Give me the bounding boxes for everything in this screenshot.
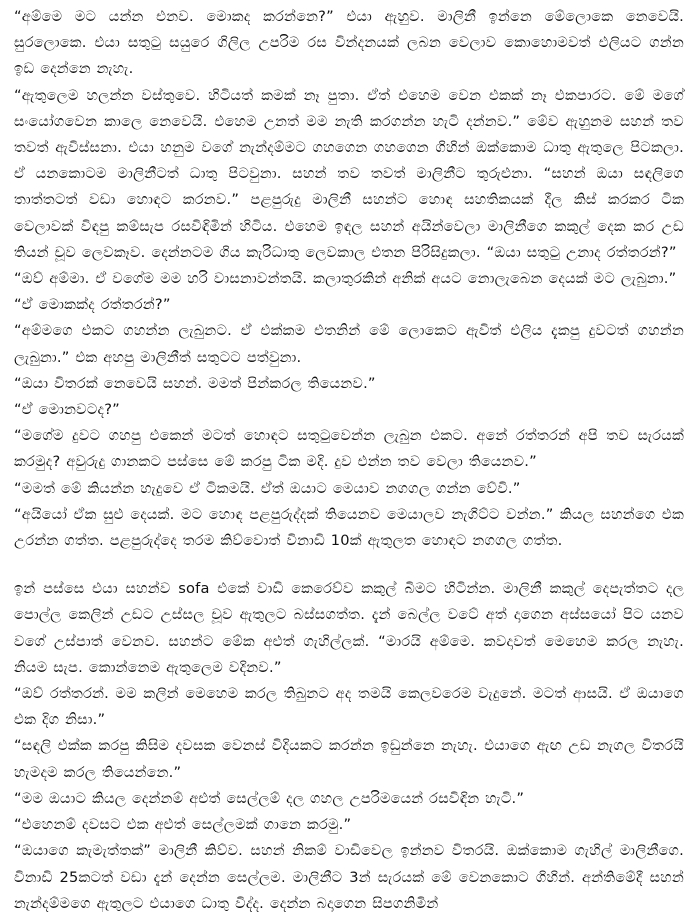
paragraph: “අම්මගෙ එකට ගහන්න ලැබුනට. ඒ එක්කම එතනින් මේ ලොකෙට ඇවිත් එලිය දැකපු දුවටත් ගහන්න ලැබුනා.” එක අහපු මාලිනීත් සතුටට පත්වුනා.: [14, 322, 684, 366]
paragraph: “ඔයාගෙ කැමැත්තක්” මාලිනී කිව්ව. සහන් නිකම් වාඩිවෙල ඉන්නව විතරයි. ඔක්කොම ගැහිල් මාලිනීගෙ. විනාඩි 25කටත් වඩා දැන් දෙන්න සෙල්ලම. මාලිනීට 3න් සැරයක් මේ වෙනකොට ගිහින්. අන්තිමේදී සහන් නැන්දම්මගෙ ඇතුලට එයාගෙ ධාතු විද්ද. දෙන්න බදාගෙන සිපගනිමින්: [14, 842, 684, 912]
paragraph: “මම ඔයාට කියල දෙන්නම් අළුත් සෙල්ලම් දල ගහල උපරිමයෙන් රසවිඳින හැටි.”: [14, 789, 525, 807]
paragraph: “ඔයා විතරක් නෙවෙයි සහන්. මමත් පින්කරල තියෙනව.”: [14, 374, 376, 392]
paragraph: “ඔව් අම්මා. ඒ වගේම මම හරි වාසනාවන්තයි. කලාතුරකින් අනික් අයට නොලැබෙන දෙයක් මට ලැබුනා.”: [14, 270, 677, 288]
paragraph: “ඒ මොකක්ද රත්තරන්?”: [14, 296, 171, 314]
paragraph: “මගේම දුවට ගහපු එකෙන් මටත් හොඳට සතුටුවෙන්න ලැබුන එකට. අනේ රත්තරන් අපි තව සැරයක් කරමුද? අවුරුදු ගානකට පස්සෙ මේ කරපු ටික මදි. දුව එන්න තව වෙලා තියෙනව.”: [14, 427, 684, 471]
paragraph: “ඔව් රත්තරන්. මම කලින් මෙහෙම කරල තිබුනට අද තමයි කෙලවරෙම වැදුනේ. මටත් ආසයි. ඒ ඔයාගෙ එක දිග නිසා.”: [14, 685, 684, 729]
paragraph: ඉන් පස්සෙ එයා සහන්ව sofa එකේ වාඩි කෙරෙව්ව කකුල් බිමට හිටින්න. මාලිනී කකුල් දෙපැත්තට දල පොල්ල කෙලින් උඩට උස්සල චූව ඇතුලට බස්සගත්ත. දැන් බෙල්ල වටේ අත් දාගෙන අස්සයෝ පිට යනව වගේ උස්පාත් වෙනව. සහන්ට මේක අළුත් ගැහිල්ලක්. “මාරයි අම්මෙ. කවදාවත් මෙහෙම කරල නැහැ. නියම සැප. කොන්නෙම ඇතුලෙම වදිනව.”: [14, 580, 684, 676]
paragraph: “සඳලි එක්ක කරපු කිසිම දවසක වෙනස් විදියකට කරන්න ඉඩුන්නෙ නැහැ. එයාගෙ ඇඟ උඩ නැගල විතරයි හැමදම කරල තියෙන්නෙ.”: [14, 737, 684, 781]
paragraph: “මමත් මේ කියන්න හැදුවෙ ඒ ටිකමයි. ඒත් ඔයාට මෙයාව නගගල ගන්න වේවි.”: [14, 479, 521, 497]
paragraph: “අයියෝ ඒක සුළු දෙයක්. මට හොඳ පළපුරුද්දක් තියෙනව මෙයාලව නැගිට්ට වන්න.” කියල සහන්ගෙ එක උරන්න ගත්ත. පළපුරුද්දෙ තරම කිව්වොත් විනාඩි 10ක් ඇතුලත හොඳට නගගල ගත්ත.: [14, 505, 684, 550]
paragraph: “අම්මෙ මට යන්න එනව. මොකද කරන්නෙ?” එයා ඇහුව. මාලිනී ඉන්නෙ මේලොකෙ නෙවෙයි. සුරලොකෙ. එයා සතුටු සයුරෙ ගිලිල උපරිම රස වින්දනයක් ලබන වෙලාව කොහොමවත් එලියට ගන්න ඉඩ දෙන්නෙ නැහැ.: [14, 8, 684, 78]
paragraph: “එහෙනම් දවසට එක අළුත් සෙල්ලමක් ගානෙ කරමු.”: [14, 816, 352, 834]
paragraph: “ඇතුලෙම හලන්න වස්තුවෙ. හිටියත් කමක් නෑ පුතා. ඒත් එහෙම වෙන එකක් නෑ එකපාරට. මේ මගේ සංයෝගවෙන කාලෙ නෙවෙයි. එහෙම උනත් මම නැති කරගන්න හැටි දන්නව.” මේව ඇහුනම සහන් තව තවත් ඇවිස්සනා. එයා හනුම වගේ නැන්දම්මට ගහගෙන ගහගෙන ගිහින් ඔක්කොම ධාතු ඇතුලෙ පිටකලා. ඒ යනකොටම මාලිනීටත් ධාතු පිටවුනා. සහන් තව තවත් මාලිනීට තුරුළුනා. “සහන් ඔයා සඳලිගෙ තාත්තටත් වඩා හොඳට කරනව.” පළපුරුදු මාලිනී සහන්ට හොඳ සහතිකයක් දීල කිස් කරකර ටික වෙලාවක් විඳපු කම්සැප රසවිඳිමින් හිටිය. එහෙම ඉඳල සහන් අයින්වෙලා මාලිනීගෙ කකුල් දෙක කර උඩ තියන් චූව ලෙවකෑව. දෙන්නටම ගිය කැරිධාතු ලෙවකාල එතන පිරිසිදුකලා. “ඔයා සතුටු උනාද රත්තරන්?”: [14, 86, 684, 261]
paragraph: “ඒ මොනවටද?”: [14, 401, 120, 419]
paragraph-spacer: [14, 554, 684, 576]
